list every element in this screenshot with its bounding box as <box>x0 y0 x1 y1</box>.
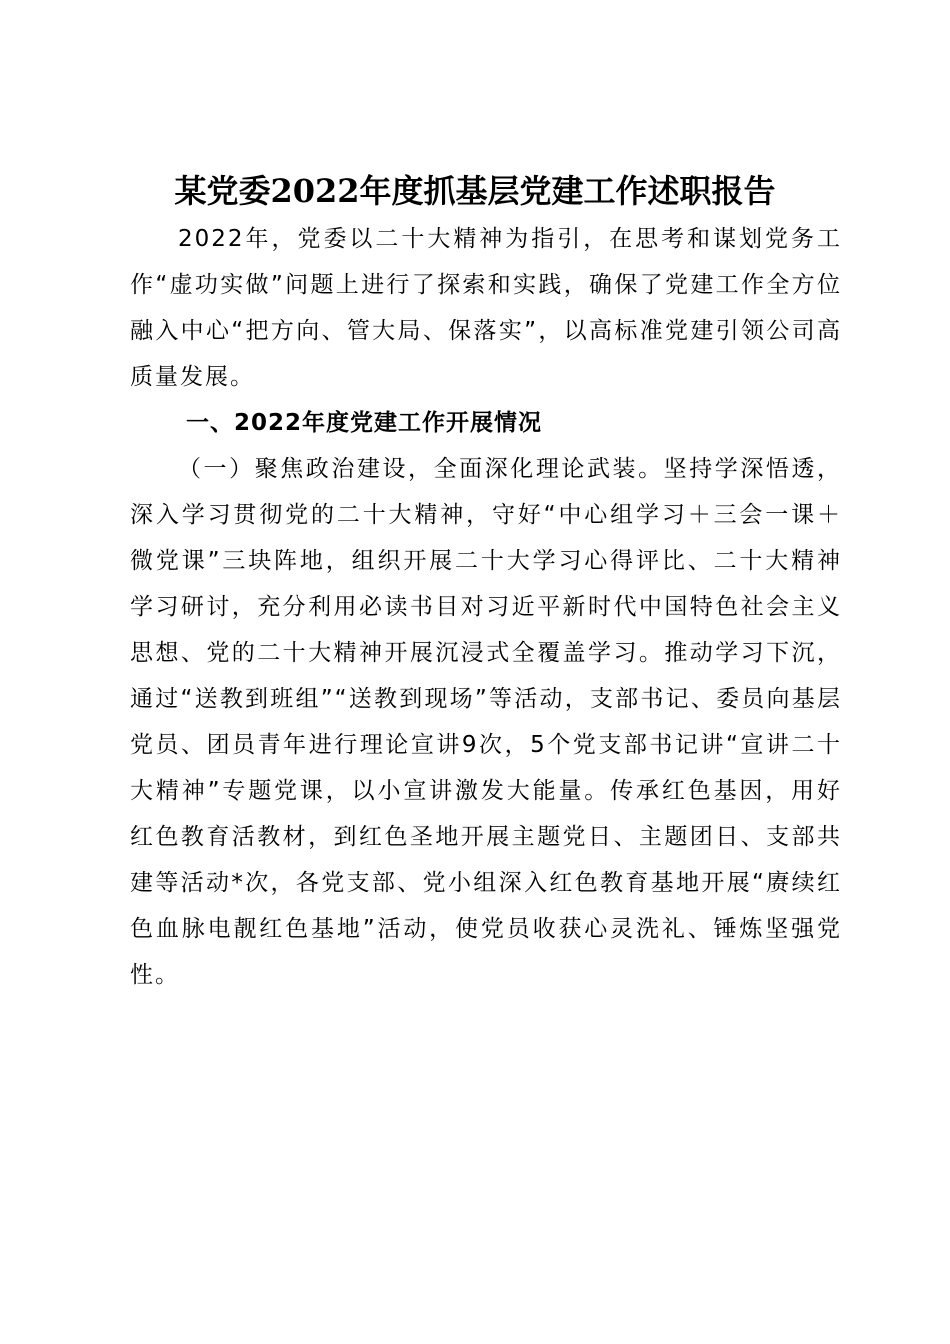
document-title: 某党委2022年度抓基层党建工作述职报告 <box>174 172 776 210</box>
section-heading: 一、2022年度党建工作开展情况 <box>186 410 543 436</box>
intro-paragraph: 2022年，党委以二十大精神为指引，在思考和谋划党务工作“虚功实做”问题上进行了探索和实践，确保了党建工作全方位融入中心“把方向、管大局、保落实”，以高标准党建引领公司高质量发展。 <box>130 226 842 390</box>
section-paragraph: （一）聚焦政治建设，全面深化理论武装。坚持学深悟透，深入学习贯彻党的二十大精神，守好“中心组学习＋三会一课＋微党课”三块阵地，组织开展二十大学习心得评比、二十大精神学习研讨，充分利用必读书目对习近平新时代中国特色社会主义思想、党的二十大精神开展沉浸式全覆盖学习。推动学习下沉，通过“送教到班组”“送教到现场”等活动，支部书记、委员向基层党员、团员青年进行理论宣讲9次，5个党支部书记讲“宣讲二十大精神”专题党课，以小宣讲激发大能量。传承红色基因，用好红色教育活教材，到红色圣地开展主题党日、主题团日、支部共建等活动*次，各党支部、党小组深入红色教育基地开展“赓续红色血脉电靓红色基地”活动，使党员收获心灵洗礼、锤炼坚强党性。 <box>130 456 842 988</box>
